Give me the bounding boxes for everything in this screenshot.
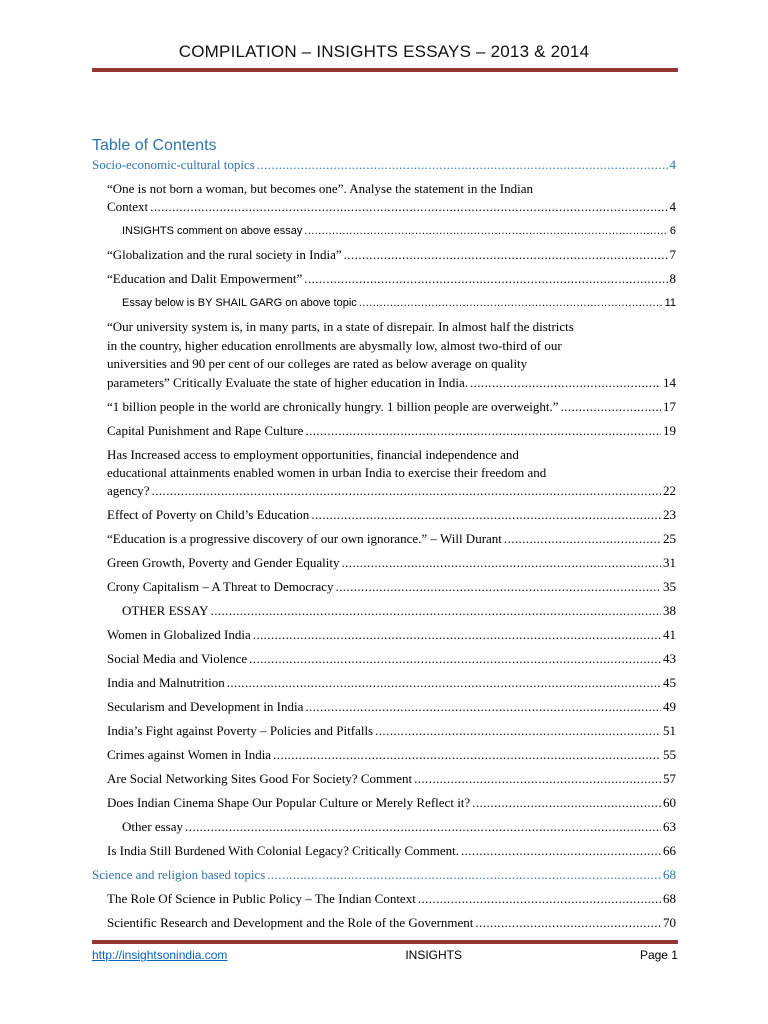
dot-leader [273,746,661,764]
toc-entry-title: The Role Of Science in Public Policy – The Indian Context [107,891,416,907]
toc-page-number: 4 [669,199,676,215]
footer-rule [92,940,678,944]
toc-entry-title: OTHER ESSAY [122,603,209,619]
toc-page-number: 45 [663,675,676,691]
dot-leader [504,530,661,548]
dot-leader [344,246,668,264]
toc-entry-title: Crony Capitalism – A Threat to Democracy [107,579,334,595]
dot-leader [152,482,661,500]
toc-entry-title: Capital Punishment and Rape Culture [107,422,304,438]
toc-entry-title: Secularism and Development in India [107,699,304,715]
toc-page-number: 25 [663,531,676,547]
dot-leader [249,650,661,668]
toc-page-number: 7 [669,247,676,263]
dot-leader [304,270,667,288]
dot-leader [561,398,662,416]
dot-leader [150,198,667,216]
dot-leader [305,422,661,440]
toc-page-number: 31 [663,555,676,571]
toc-entry-title: Scientific Research and Development and the Role of the Government [107,915,474,931]
toc-entry-title: Is India Still Burdened With Colonial Legacy? Critically Comment. [107,843,459,859]
dot-leader [267,866,661,884]
toc-heading: Table of Contents [92,137,217,154]
footer-link[interactable]: http://insightsonindia.com [92,948,228,962]
toc-entry-title: “One is not born a woman, but becomes one”. Analyse the statement in the Indian [107,181,533,196]
toc-entry-title: Context [107,199,149,215]
toc-entry-title: Other essay [122,819,184,835]
toc-entry-title: “Our university system is, in many parts, in a state of disrepair. In almost half the districts [107,319,574,335]
toc-page-number: 68 [663,891,676,907]
dot-leader [311,506,661,524]
toc-entry-title: “Education is a progressive discovery of our own ignorance.” – Will Durant [107,531,502,547]
dot-leader [336,578,662,596]
footer [92,948,678,962]
toc-page-number: 8 [669,271,676,287]
toc-entry-title: Are Social Networking Sites Good For Society? Comment [107,771,413,787]
dot-leader [461,842,661,860]
dot-leader [470,374,661,392]
toc-page-number: 63 [663,819,676,835]
dot-leader [185,818,661,836]
toc-page-number: 70 [663,915,676,931]
toc-page-number: 14 [663,374,676,390]
toc-page-number: 17 [663,398,676,414]
toc-page-number: 57 [663,771,676,787]
dot-leader [253,626,661,644]
toc-page-number: 55 [663,747,676,763]
toc-page-number: 35 [663,579,676,595]
toc-page-number: 66 [663,843,676,859]
page-number: Page 1 [639,948,678,962]
toc-page-number: 23 [663,507,676,523]
toc-entry-title: parameters” Critically Evaluate the state of higher education in India. [107,374,468,390]
toc-page-number: 68 [663,867,676,883]
dot-leader [375,722,661,740]
toc-entry-title: educational attainments enabled women in urban India to exercise their freedom and [107,465,547,480]
toc-entry-title: India’s Fight against Poverty – Policies and Pitfalls [107,723,374,739]
toc-page-number: 22 [663,483,676,499]
header-rule [92,68,678,72]
toc-entry-title: Effect of Poverty on Child’s Education [107,507,310,523]
toc-page-number: 6 [669,225,676,238]
dot-leader [418,890,661,908]
toc-entry-title: Socio-economic-cultural topics [92,157,255,172]
toc-page-number: 51 [663,723,676,739]
dot-leader [475,914,661,932]
toc-entry-title: “Globalization and the rural society in India” [107,247,342,263]
toc-entry-title: Science and religion based topics [92,867,266,883]
toc-page-number: 49 [663,699,676,715]
toc-entry-title: Essay below is BY SHAIL GARG on above topic [122,297,357,310]
toc-entry-title: Has Increased access to employment opportunities, financial independence and [107,446,519,462]
toc-page-number: 19 [663,422,676,438]
toc-entry-title: Crimes against Women in India [107,747,272,763]
header-title: COMPILATION – INSIGHTS ESSAYS – 2013 & 2014 [178,42,590,61]
toc-entry-title: “1 billion people in the world are chronically hungry. 1 billion people are overweight.” [107,398,559,414]
toc-entry-title: in the country, higher education enrollments are abysmally low, almost two-third of our [107,337,562,353]
toc-page-number: 41 [663,627,676,643]
toc-entry-title: Women in Globalized India [107,627,251,643]
dot-leader [304,222,668,240]
dot-leader [227,674,661,692]
toc-entry-title: agency? [107,483,150,499]
toc-page-number: 11 [664,297,676,310]
toc-entry-title: India and Malnutrition [107,675,225,691]
dot-leader [257,156,668,174]
toc-entry-title: “Education and Dalit Empowerment” [107,271,303,287]
dot-leader [342,554,662,572]
toc-entry-title: Does Indian Cinema Shape Our Popular Culture or Merely Reflect it? [107,795,471,811]
toc-page-number: 38 [663,603,676,619]
dot-leader [305,698,661,716]
toc-page-number: 4 [669,157,676,172]
dot-leader [472,794,661,812]
toc-page-number: 60 [663,795,676,811]
toc-entry-title: universities and 90 per cent of our colleges are rated as below average on quality [107,356,528,372]
dot-leader [359,294,663,312]
footer-center-text: INSIGHTS [405,948,463,962]
dot-leader [414,770,661,788]
toc-entry-title: Green Growth, Poverty and Gender Equality [107,555,340,571]
toc-page-number: 43 [663,651,676,667]
toc-entry-title: Social Media and Violence [107,651,248,667]
toc-entry-title: INSIGHTS comment on above essay [122,225,303,238]
dot-leader [211,602,661,620]
